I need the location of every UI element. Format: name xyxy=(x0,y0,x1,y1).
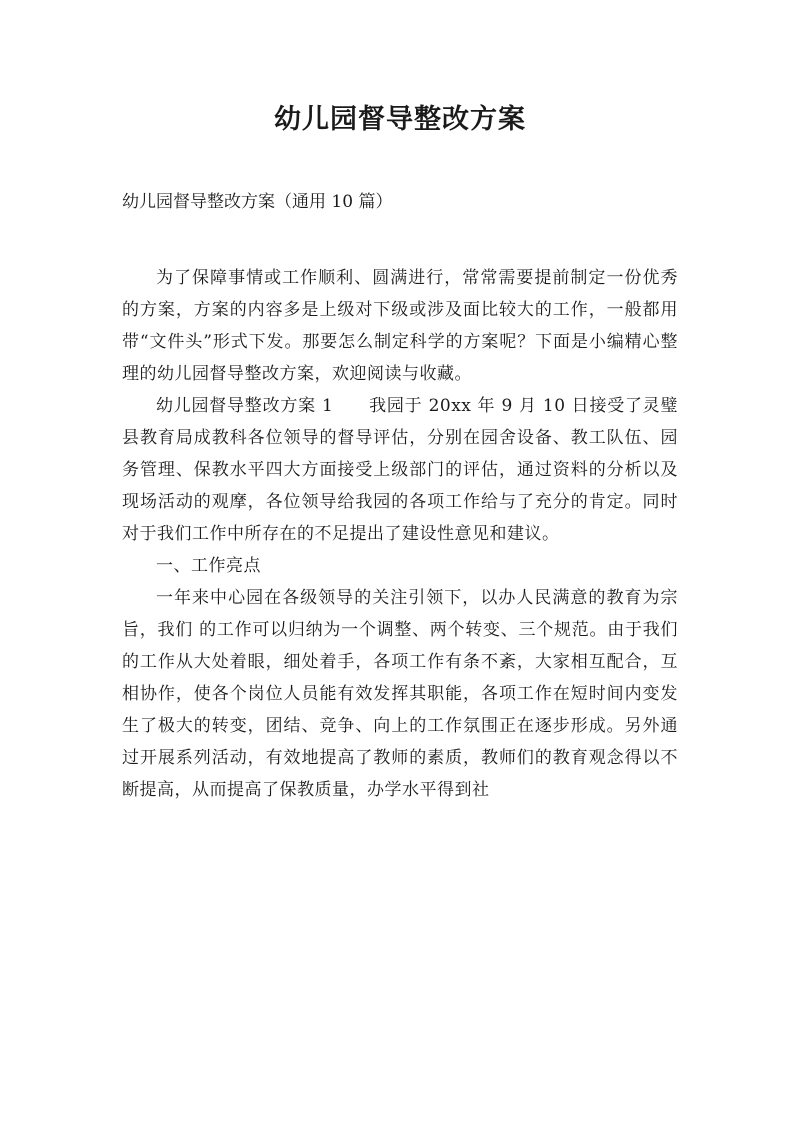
plan-one-paragraph: 幼儿园督导整改方案 1 我园于 20xx 年 9 月 10 日接受了灵璧县教育局成教科各位领导的督导评估，分别在园舍设备、教工队伍、园务管理、保教水平四大方面接受上级部门的评估，通过资料的分析以及现场活动的观摩，各位领导给我园的各项工作给与了充分的肯定。同时对于我们工作中所存在的不足提出了建设性意见和建议。 xyxy=(122,396,678,544)
intro-paragraph: 为了保障事情或工作顺利、圆满进行，常常需要提前制定一份优秀的方案，方案的内容多是上级对下级或涉及面比较大的工作，一般都用带“文件头”形式下发。那要怎么制定科学的方案呢？下面是小编精心整理的幼儿园督导整改方案，欢迎阅读与收藏。 xyxy=(122,268,678,384)
document-title: 幼儿园督导整改方案 xyxy=(274,104,526,135)
document-body xyxy=(122,262,678,806)
document-subtitle: 幼儿园督导整改方案（通用 10 篇） xyxy=(122,192,393,212)
section-heading-highlights: 一、工作亮点 xyxy=(156,556,261,576)
highlights-paragraph: 一年来中心园在各级领导的关注引领下，以办人民满意的教育为宗旨，我们 的工作可以归纳为一个调整、两个转变、三个规范。由于我们的工作从大处着眼，细处着手，各项工作有条不紊，大家相互配合，互相协作，使各个岗位人员能有效发挥其职能，各项工作在短时间内变发生了极大的转变，团结、竞争、向上的工作氛围正在逐步形成。另外通过开展系列活动，有效地提高了教师的素质，教师们的教育观念得以不断提高，从而提高了保教质量，办学水平得到社 xyxy=(122,588,678,800)
